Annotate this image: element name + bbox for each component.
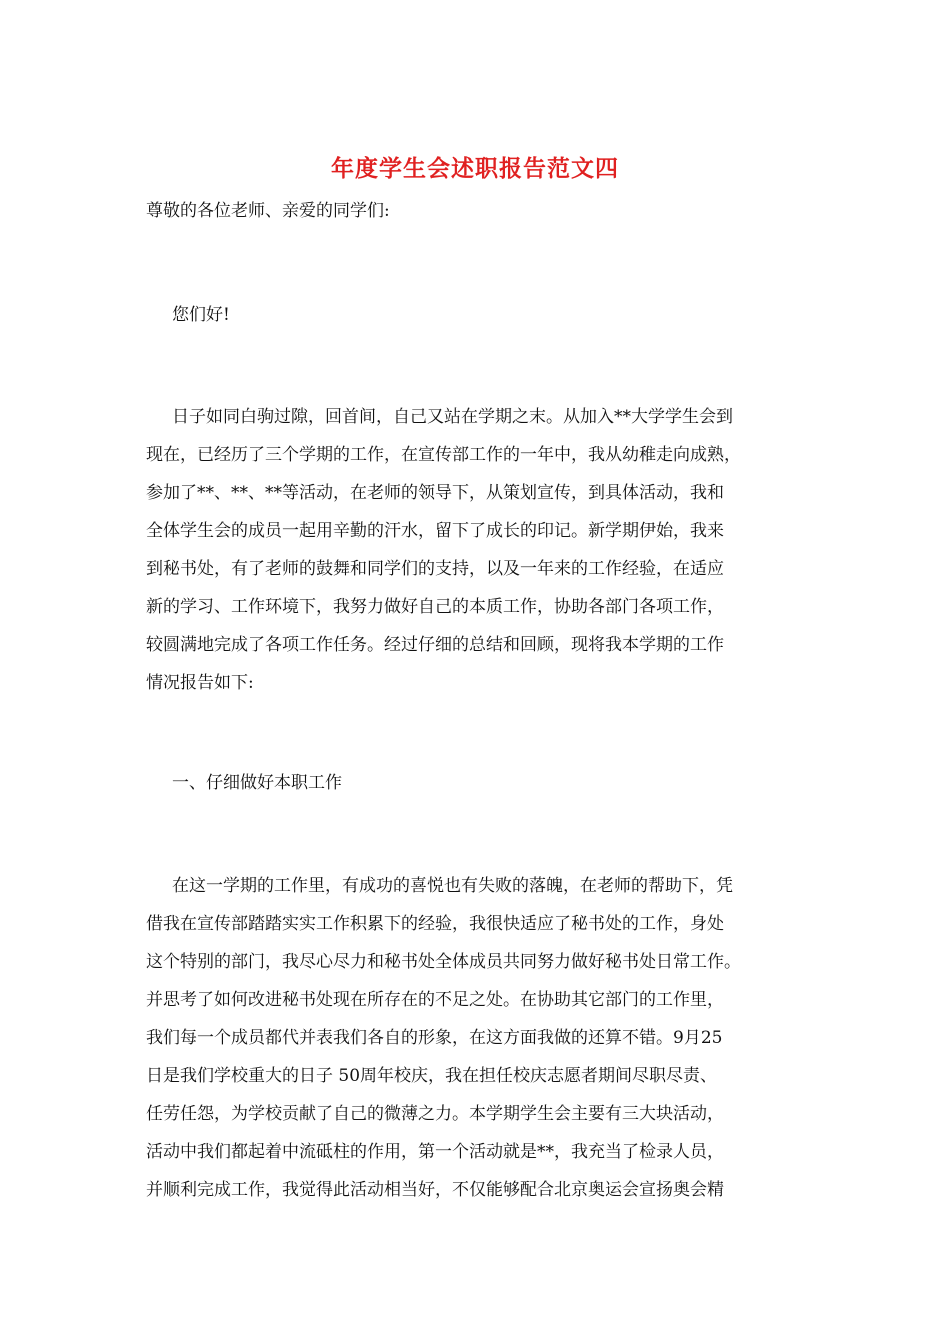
greeting: 您们好! bbox=[172, 305, 230, 325]
paragraph-line: 日是我们学校重大的日子 50周年校庆，我在担任校庆志愿者期间尽职尽责、 bbox=[146, 1066, 718, 1086]
paragraph-line: 参加了**、**、**等活动，在老师的领导下，从策划宣传，到具体活动，我和 bbox=[146, 483, 724, 503]
paragraph-section1 bbox=[146, 867, 814, 1209]
paragraph-line: 情况报告如下: bbox=[146, 673, 254, 693]
page-title: 年度学生会述职报告范文四 bbox=[331, 155, 619, 182]
paragraph-line: 活动中我们都起着中流砥柱的作用，第一个活动就是**，我充当了检录人员， bbox=[146, 1142, 724, 1162]
paragraph-line: 较圆满地完成了各项工作任务。经过仔细的总结和回顾，现将我本学期的工作 bbox=[146, 635, 724, 655]
paragraph-line: 到秘书处，有了老师的鼓舞和同学们的支持，以及一年来的工作经验，在适应 bbox=[146, 559, 724, 579]
salutation: 尊敬的各位老师、亲爱的同学们: bbox=[146, 201, 390, 221]
paragraph-line: 这个特别的部门，我尽心尽力和秘书处全体成员共同努力做好秘书处日常工作。 bbox=[146, 952, 741, 972]
paragraph-line: 借我在宣传部踏踏实实工作积累下的经验，我很快适应了秘书处的工作，身处 bbox=[146, 914, 724, 934]
paragraph-line: 新的学习、工作环境下，我努力做好自己的本质工作，协助各部门各项工作， bbox=[146, 597, 724, 617]
paragraph-line: 并顺利完成工作，我觉得此活动相当好，不仅能够配合北京奥运会宣扬奥会精 bbox=[146, 1180, 724, 1200]
paragraph-line: 在这一学期的工作里，有成功的喜悦也有失败的落魄，在老师的帮助下，凭 bbox=[172, 876, 733, 896]
paragraph-line: 全体学生会的成员一起用辛勤的汗水，留下了成长的印记。新学期伊始，我来 bbox=[146, 521, 724, 541]
paragraph-line: 任劳任怨，为学校贡献了自己的微薄之力。本学期学生会主要有三大块活动， bbox=[146, 1104, 724, 1124]
paragraph-line: 我们每一个成员都代并表我们各自的形象，在这方面我做的还算不错。9月25 bbox=[146, 1028, 723, 1048]
paragraph-line: 日子如同白驹过隙，回首间，自己又站在学期之末。从加入**大学学生会到 bbox=[172, 407, 733, 427]
paragraph-intro bbox=[146, 398, 814, 702]
paragraph-line: 并思考了如何改进秘书处现在所存在的不足之处。在协助其它部门的工作里， bbox=[146, 990, 724, 1010]
paragraph-line: 现在，已经历了三个学期的工作，在宣传部工作的一年中，我从幼稚走向成熟， bbox=[146, 445, 741, 465]
section-heading: 一、仔细做好本职工作 bbox=[172, 773, 342, 793]
